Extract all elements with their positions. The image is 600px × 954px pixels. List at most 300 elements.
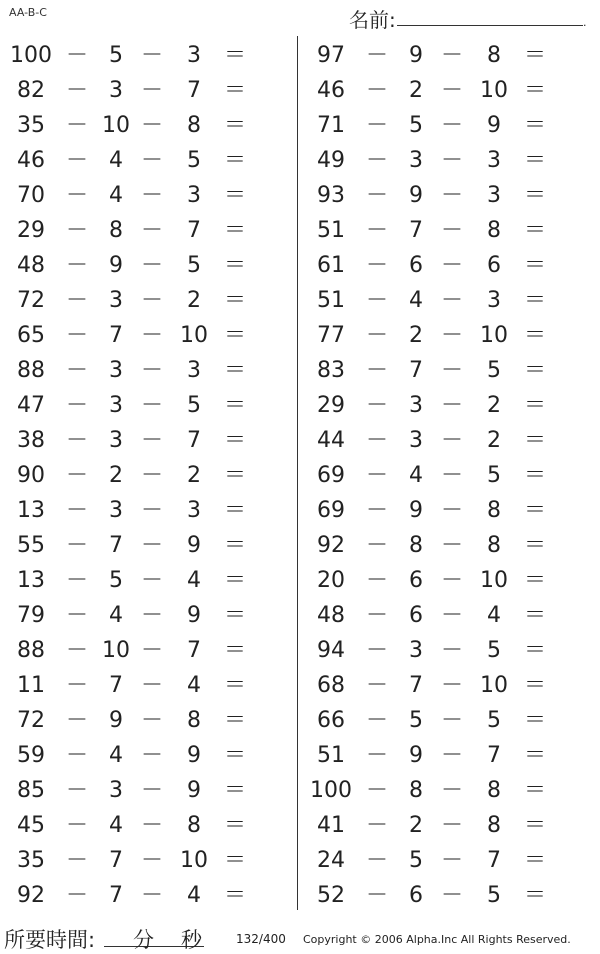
subtrahend-1: 7 [409, 673, 423, 698]
equals-sign: ＝ [223, 673, 246, 698]
problem-row [300, 73, 600, 108]
column-divider [297, 36, 298, 910]
minus-sign: － [365, 358, 388, 383]
subtrahend-1: 6 [409, 603, 423, 628]
subtrahend-2: 7 [187, 428, 201, 453]
equals-sign: ＝ [223, 848, 246, 873]
subtrahend-1: 7 [409, 218, 423, 243]
problem-row [0, 703, 300, 738]
minus-sign: － [140, 778, 163, 803]
equals-sign: ＝ [223, 428, 246, 453]
equals-sign: ＝ [523, 778, 546, 803]
minuend: 93 [317, 183, 345, 208]
equals-sign: ＝ [223, 78, 246, 103]
problem-row [300, 38, 600, 73]
minuend: 48 [17, 253, 45, 278]
minus-sign: － [440, 428, 463, 453]
minuend: 71 [317, 113, 345, 138]
minus-sign: － [365, 673, 388, 698]
minus-sign: － [440, 148, 463, 173]
subtrahend-1: 4 [109, 603, 123, 628]
problem-row [0, 318, 300, 353]
subtrahend-2: 5 [487, 638, 501, 663]
problem-row [0, 668, 300, 703]
minus-sign: － [440, 778, 463, 803]
minus-sign: － [65, 848, 88, 873]
minus-sign: － [140, 813, 163, 838]
subtrahend-1: 5 [109, 43, 123, 68]
minus-sign: － [140, 428, 163, 453]
minus-sign: － [65, 638, 88, 663]
subtrahend-2: 5 [187, 253, 201, 278]
problem-row [0, 843, 300, 878]
minus-sign: － [65, 78, 88, 103]
subtrahend-2: 10 [480, 673, 508, 698]
minus-sign: － [65, 743, 88, 768]
subtrahend-2: 4 [187, 883, 201, 908]
subtrahend-2: 9 [487, 113, 501, 138]
subtrahend-1: 10 [102, 638, 130, 663]
equals-sign: ＝ [223, 568, 246, 593]
problem-row [300, 773, 600, 808]
subtrahend-2: 8 [487, 533, 501, 558]
subtrahend-2: 8 [487, 218, 501, 243]
minus-sign: － [65, 43, 88, 68]
minus-sign: － [440, 533, 463, 558]
minus-sign: － [65, 463, 88, 488]
problem-row [0, 458, 300, 493]
subtrahend-1: 7 [109, 848, 123, 873]
minuend: 11 [17, 673, 45, 698]
minuend: 79 [17, 603, 45, 628]
problem-row [300, 528, 600, 563]
subtrahend-1: 3 [109, 358, 123, 383]
minuend: 65 [17, 323, 45, 348]
subtrahend-1: 8 [109, 218, 123, 243]
subtrahend-2: 8 [187, 113, 201, 138]
problem-row [300, 108, 600, 143]
equals-sign: ＝ [523, 708, 546, 733]
subtrahend-2: 8 [487, 778, 501, 803]
problem-row [300, 878, 600, 913]
minus-sign: － [65, 603, 88, 628]
problem-row [300, 318, 600, 353]
subtrahend-1: 2 [409, 813, 423, 838]
minuend: 61 [317, 253, 345, 278]
subtrahend-1: 3 [109, 428, 123, 453]
subtrahend-1: 9 [409, 183, 423, 208]
subtrahend-1: 2 [109, 463, 123, 488]
minuend: 69 [317, 463, 345, 488]
minus-sign: － [365, 218, 388, 243]
minuend: 35 [17, 848, 45, 873]
minus-sign: － [440, 78, 463, 103]
minuend: 92 [317, 533, 345, 558]
minus-sign: － [65, 358, 88, 383]
minuend: 20 [317, 568, 345, 593]
subtrahend-2: 7 [187, 218, 201, 243]
subtrahend-1: 3 [109, 393, 123, 418]
equals-sign: ＝ [523, 568, 546, 593]
problem-row [300, 423, 600, 458]
subtrahend-2: 3 [187, 43, 201, 68]
minus-sign: － [440, 218, 463, 243]
problem-row [0, 353, 300, 388]
minutes-label: 分 [133, 928, 154, 952]
equals-sign: ＝ [523, 393, 546, 418]
equals-sign: ＝ [223, 603, 246, 628]
equals-sign: ＝ [523, 743, 546, 768]
minuend: 46 [17, 148, 45, 173]
subtrahend-1: 7 [109, 673, 123, 698]
minus-sign: － [140, 673, 163, 698]
minus-sign: － [365, 813, 388, 838]
minus-sign: － [440, 288, 463, 313]
minus-sign: － [440, 463, 463, 488]
minus-sign: － [65, 428, 88, 453]
subtrahend-2: 5 [487, 883, 501, 908]
equals-sign: ＝ [223, 463, 246, 488]
worksheet-code: AA-B-C [9, 6, 47, 19]
minuend: 29 [17, 218, 45, 243]
subtrahend-2: 3 [187, 358, 201, 383]
minuend: 100 [310, 778, 352, 803]
minus-sign: － [65, 813, 88, 838]
minus-sign: － [365, 883, 388, 908]
name-field[interactable] [397, 25, 583, 26]
equals-sign: ＝ [523, 533, 546, 558]
subtrahend-1: 5 [409, 113, 423, 138]
problem-row [0, 633, 300, 668]
subtrahend-1: 4 [109, 813, 123, 838]
subtrahend-1: 9 [409, 498, 423, 523]
subtrahend-1: 3 [409, 393, 423, 418]
equals-sign: ＝ [223, 883, 246, 908]
minuend: 47 [17, 393, 45, 418]
subtrahend-1: 4 [409, 463, 423, 488]
subtrahend-2: 9 [187, 743, 201, 768]
subtrahend-2: 7 [187, 78, 201, 103]
equals-sign: ＝ [523, 218, 546, 243]
minuend: 97 [317, 43, 345, 68]
minus-sign: － [140, 568, 163, 593]
page-number: 132/400 [236, 932, 286, 946]
time-required-label: 所要時間: [4, 928, 96, 952]
subtrahend-1: 3 [409, 148, 423, 173]
minuend: 70 [17, 183, 45, 208]
minus-sign: － [365, 498, 388, 523]
problem-row [300, 143, 600, 178]
minuend: 13 [17, 498, 45, 523]
minus-sign: － [65, 183, 88, 208]
problem-row [0, 878, 300, 913]
subtrahend-2: 8 [187, 813, 201, 838]
minus-sign: － [365, 393, 388, 418]
problem-row [300, 493, 600, 528]
equals-sign: ＝ [223, 708, 246, 733]
minus-sign: － [365, 323, 388, 348]
minuend: 51 [317, 218, 345, 243]
minuend: 35 [17, 113, 45, 138]
minus-sign: － [65, 393, 88, 418]
name-label: 名前: [349, 8, 396, 32]
subtrahend-2: 3 [487, 148, 501, 173]
problem-row [0, 178, 300, 213]
minus-sign: － [440, 743, 463, 768]
equals-sign: ＝ [523, 673, 546, 698]
equals-sign: ＝ [523, 113, 546, 138]
subtrahend-1: 10 [102, 113, 130, 138]
subtrahend-1: 9 [409, 43, 423, 68]
problem-row [0, 73, 300, 108]
minus-sign: － [140, 78, 163, 103]
minus-sign: － [140, 743, 163, 768]
subtrahend-1: 6 [409, 253, 423, 278]
minus-sign: － [65, 148, 88, 173]
equals-sign: ＝ [223, 43, 246, 68]
subtrahend-1: 9 [109, 708, 123, 733]
minus-sign: － [65, 533, 88, 558]
minus-sign: － [65, 883, 88, 908]
minuend: 51 [317, 288, 345, 313]
problem-row [0, 248, 300, 283]
problem-row [0, 38, 300, 73]
subtrahend-1: 8 [409, 533, 423, 558]
equals-sign: ＝ [223, 288, 246, 313]
problem-row [0, 773, 300, 808]
minus-sign: － [365, 183, 388, 208]
minus-sign: － [140, 498, 163, 523]
equals-sign: ＝ [223, 778, 246, 803]
problem-row [0, 423, 300, 458]
minus-sign: － [440, 603, 463, 628]
equals-sign: ＝ [223, 358, 246, 383]
minus-sign: － [140, 148, 163, 173]
minuend: 83 [317, 358, 345, 383]
subtrahend-2: 8 [487, 43, 501, 68]
problem-row [300, 738, 600, 773]
problem-row [300, 598, 600, 633]
equals-sign: ＝ [223, 183, 246, 208]
problem-row [0, 808, 300, 843]
minus-sign: － [440, 848, 463, 873]
minus-sign: － [365, 43, 388, 68]
minuend: 46 [317, 78, 345, 103]
minuend: 72 [17, 288, 45, 313]
problem-row [0, 388, 300, 423]
minus-sign: － [65, 218, 88, 243]
minuend: 68 [317, 673, 345, 698]
subtrahend-1: 3 [109, 78, 123, 103]
subtrahend-1: 5 [109, 568, 123, 593]
subtrahend-2: 5 [487, 463, 501, 488]
equals-sign: ＝ [223, 393, 246, 418]
equals-sign: ＝ [523, 78, 546, 103]
equals-sign: ＝ [523, 638, 546, 663]
minus-sign: － [440, 113, 463, 138]
minus-sign: － [140, 218, 163, 243]
subtrahend-1: 2 [409, 78, 423, 103]
minus-sign: － [65, 778, 88, 803]
minus-sign: － [365, 428, 388, 453]
minus-sign: － [65, 673, 88, 698]
subtrahend-1: 3 [409, 428, 423, 453]
minus-sign: － [440, 638, 463, 663]
subtrahend-1: 7 [109, 323, 123, 348]
minus-sign: － [140, 253, 163, 278]
problem-row [300, 563, 600, 598]
equals-sign: ＝ [523, 463, 546, 488]
subtrahend-1: 4 [109, 743, 123, 768]
minus-sign: － [440, 813, 463, 838]
subtrahend-2: 8 [487, 813, 501, 838]
minuend: 90 [17, 463, 45, 488]
problem-row [300, 213, 600, 248]
minuend: 92 [17, 883, 45, 908]
subtrahend-2: 10 [480, 568, 508, 593]
subtrahend-2: 8 [487, 498, 501, 523]
subtrahend-2: 5 [487, 358, 501, 383]
minus-sign: － [140, 848, 163, 873]
equals-sign: ＝ [223, 148, 246, 173]
equals-sign: ＝ [523, 813, 546, 838]
minus-sign: － [365, 638, 388, 663]
equals-sign: ＝ [223, 498, 246, 523]
equals-sign: ＝ [523, 43, 546, 68]
subtrahend-1: 7 [109, 533, 123, 558]
minuend: 77 [317, 323, 345, 348]
subtrahend-2: 4 [187, 673, 201, 698]
problem-column-left [0, 38, 300, 913]
subtrahend-1: 3 [109, 778, 123, 803]
subtrahend-1: 5 [409, 848, 423, 873]
problem-row [300, 843, 600, 878]
minuend: 94 [317, 638, 345, 663]
problem-row [300, 703, 600, 738]
minus-sign: － [440, 183, 463, 208]
problem-row [0, 283, 300, 318]
equals-sign: ＝ [223, 813, 246, 838]
minus-sign: － [365, 288, 388, 313]
minus-sign: － [65, 253, 88, 278]
minus-sign: － [440, 708, 463, 733]
minus-sign: － [440, 358, 463, 383]
minus-sign: － [140, 323, 163, 348]
subtrahend-2: 10 [480, 78, 508, 103]
minus-sign: － [440, 673, 463, 698]
equals-sign: ＝ [223, 638, 246, 663]
equals-sign: ＝ [523, 358, 546, 383]
equals-sign: ＝ [223, 533, 246, 558]
problem-row [0, 108, 300, 143]
equals-sign: ＝ [223, 323, 246, 348]
subtrahend-1: 4 [409, 288, 423, 313]
subtrahend-2: 7 [487, 848, 501, 873]
minuend: 13 [17, 568, 45, 593]
subtrahend-2: 3 [487, 288, 501, 313]
subtrahend-1: 9 [409, 743, 423, 768]
minus-sign: － [365, 778, 388, 803]
minuend: 48 [317, 603, 345, 628]
problem-row [300, 668, 600, 703]
equals-sign: ＝ [523, 498, 546, 523]
equals-sign: ＝ [523, 428, 546, 453]
subtrahend-2: 2 [487, 393, 501, 418]
minuend: 88 [17, 638, 45, 663]
subtrahend-2: 8 [187, 708, 201, 733]
problem-column-right [300, 38, 600, 913]
subtrahend-2: 7 [187, 638, 201, 663]
minus-sign: － [140, 113, 163, 138]
subtrahend-2: 9 [187, 603, 201, 628]
problem-row [0, 143, 300, 178]
minus-sign: － [365, 603, 388, 628]
minus-sign: － [140, 183, 163, 208]
minuend: 55 [17, 533, 45, 558]
subtrahend-1: 7 [409, 358, 423, 383]
minuend: 85 [17, 778, 45, 803]
minus-sign: － [65, 708, 88, 733]
minus-sign: － [365, 848, 388, 873]
equals-sign: ＝ [223, 743, 246, 768]
subtrahend-2: 5 [187, 148, 201, 173]
problem-row [0, 563, 300, 598]
subtrahend-2: 10 [480, 323, 508, 348]
minus-sign: － [140, 603, 163, 628]
problem-row [300, 178, 600, 213]
minus-sign: － [65, 498, 88, 523]
problem-row [300, 283, 600, 318]
equals-sign: ＝ [523, 848, 546, 873]
subtrahend-1: 7 [109, 883, 123, 908]
equals-sign: ＝ [523, 603, 546, 628]
minus-sign: － [440, 43, 463, 68]
problem-row [0, 738, 300, 773]
subtrahend-1: 5 [409, 708, 423, 733]
subtrahend-2: 9 [187, 778, 201, 803]
minuend: 66 [317, 708, 345, 733]
minus-sign: － [365, 743, 388, 768]
minuend: 29 [317, 393, 345, 418]
problem-row [300, 388, 600, 423]
subtrahend-2: 3 [187, 183, 201, 208]
subtrahend-1: 3 [409, 638, 423, 663]
equals-sign: ＝ [223, 218, 246, 243]
minus-sign: － [140, 883, 163, 908]
subtrahend-2: 2 [487, 428, 501, 453]
minus-sign: － [365, 113, 388, 138]
subtrahend-2: 4 [487, 603, 501, 628]
equals-sign: ＝ [523, 323, 546, 348]
subtrahend-2: 7 [487, 743, 501, 768]
subtrahend-2: 3 [487, 183, 501, 208]
minus-sign: － [140, 533, 163, 558]
minuend: 45 [17, 813, 45, 838]
problem-row [300, 353, 600, 388]
minus-sign: － [140, 288, 163, 313]
minuend: 59 [17, 743, 45, 768]
minus-sign: － [65, 113, 88, 138]
equals-sign: ＝ [523, 183, 546, 208]
subtrahend-2: 3 [187, 498, 201, 523]
equals-sign: ＝ [523, 883, 546, 908]
problem-row [300, 808, 600, 843]
minus-sign: － [440, 393, 463, 418]
subtrahend-2: 2 [187, 463, 201, 488]
subtrahend-1: 6 [409, 883, 423, 908]
problem-row [300, 633, 600, 668]
minus-sign: － [365, 148, 388, 173]
